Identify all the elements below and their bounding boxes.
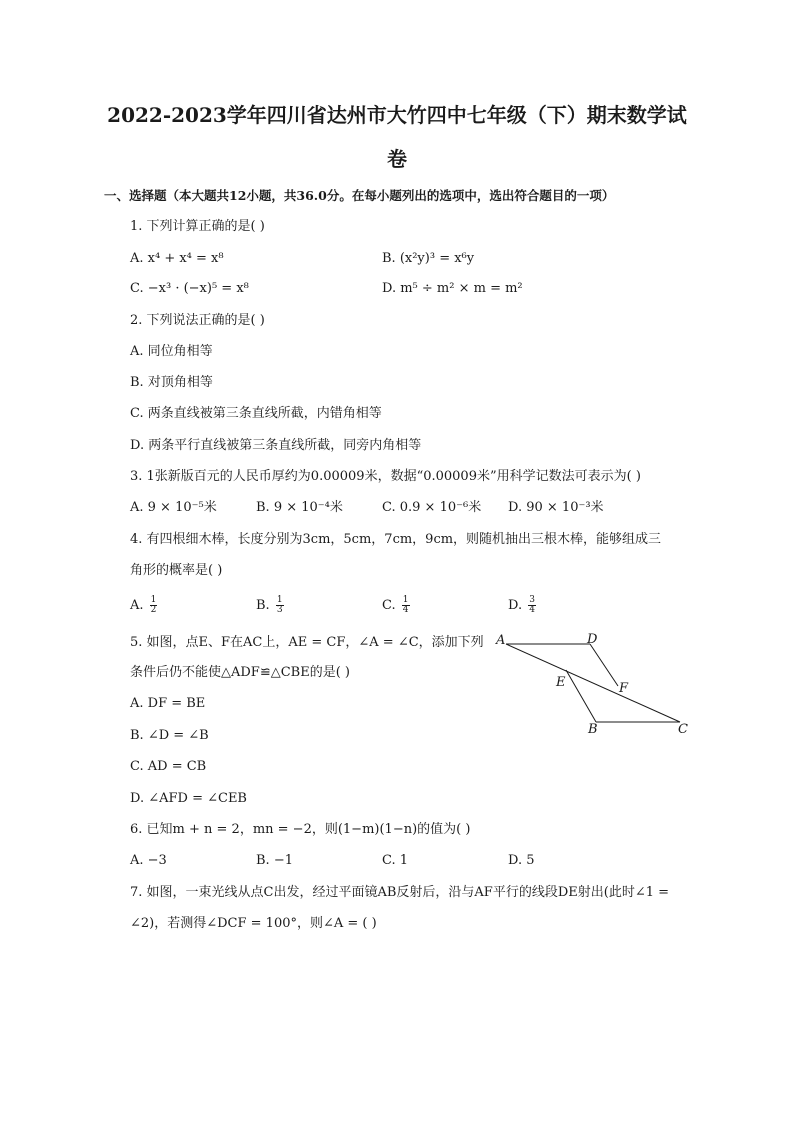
question-3-option-a[interactable]: A. 9 × 10⁻⁵米 xyxy=(130,500,217,515)
fraction xyxy=(276,596,284,615)
question-6-option-a[interactable]: A. −3 xyxy=(130,853,167,868)
question-4-option-d[interactable] xyxy=(508,596,536,615)
question-6-option-b[interactable]: B. −1 xyxy=(256,853,293,868)
option-label: B. xyxy=(256,598,270,613)
question-2-option-b[interactable]: B. 对顶角相等 xyxy=(130,375,213,390)
figure-label-f: F xyxy=(619,681,629,696)
question-1-stem: 1. 下列计算正确的是( ) xyxy=(130,219,265,234)
fraction xyxy=(150,596,158,615)
question-2-option-c[interactable]: C. 两条直线被第三条直线所截，内错角相等 xyxy=(130,406,382,421)
question-4-option-c[interactable] xyxy=(382,596,410,615)
fraction-denominator: 3 xyxy=(276,605,283,615)
fraction-numerator: 1 xyxy=(276,595,283,605)
question-3-option-c[interactable]: C. 0.9 × 10⁻⁶米 xyxy=(382,500,482,515)
question-1-option-c[interactable]: C. −x³ · (−x)⁵ = x⁸ xyxy=(130,281,249,296)
question-6-stem: 6. 已知m + n = 2，mn = −2，则(1−m)(1−n)的值为( ) xyxy=(130,822,471,837)
fraction-denominator: 2 xyxy=(150,605,157,615)
figure-label-e: E xyxy=(556,675,566,690)
fraction xyxy=(528,596,536,615)
fraction-denominator: 4 xyxy=(529,605,535,615)
segment-df xyxy=(590,644,618,686)
question-5-option-c[interactable]: C. AD = CB xyxy=(130,759,207,774)
fraction-numerator: 3 xyxy=(529,595,535,605)
question-7-stem-line1: 7. 如图，一束光线从点C出发，经过平面镜AB反射后，沿与AF平行的线段DE射出(此时∠1 = xyxy=(130,885,670,900)
question-4-option-b[interactable] xyxy=(256,596,284,615)
question-6-option-d[interactable]: D. 5 xyxy=(508,853,535,868)
question-1-option-a[interactable]: A. x⁴ + x⁴ = x⁸ xyxy=(130,251,224,266)
question-3-option-b[interactable]: B. 9 × 10⁻⁴米 xyxy=(256,500,343,515)
question-2-option-a[interactable]: A. 同位角相等 xyxy=(130,344,213,359)
question-1-option-b[interactable]: B. (x²y)³ = x⁶y xyxy=(382,251,475,266)
fraction-numerator: 1 xyxy=(402,595,409,605)
figure-label-c: C xyxy=(678,722,688,737)
question-5-option-a[interactable]: A. DF = BE xyxy=(130,696,206,711)
question-2-stem: 2. 下列说法正确的是( ) xyxy=(130,313,265,328)
figure-label-b: B xyxy=(588,722,598,737)
segment-ac xyxy=(506,644,680,722)
exam-title-line1: 2022-2023学年四川省达州市大竹四中七年级（下）期末数学试 xyxy=(107,103,687,127)
fraction-numerator: 1 xyxy=(150,595,157,605)
question-3-stem: 3. 1张新版百元的人民币厚约为0.00009米，数据“0.00009米”用科学记数法可表示为( ) xyxy=(130,469,641,484)
question-7-stem-line2: ∠2)，若测得∠DCF = 100°，则∠A = ( ) xyxy=(130,916,377,931)
fraction xyxy=(402,596,410,615)
question-5-stem-line2: 条件后仍不能使△ADF≌△CBE的是( ) xyxy=(130,665,350,680)
figure-label-a: A xyxy=(496,633,506,648)
parallelogram-figure xyxy=(494,628,704,740)
question-6-option-c[interactable]: C. 1 xyxy=(382,853,409,868)
section-heading: 一、选择题（本大题共12小题，共36.0分。在每小题列出的选项中，选出符合题目的一项） xyxy=(104,188,615,203)
question-1-option-d[interactable]: D. m⁵ ÷ m² × m = m² xyxy=(382,281,523,296)
question-3-option-d[interactable]: D. 90 × 10⁻³米 xyxy=(508,500,604,515)
question-4-option-a[interactable] xyxy=(130,596,157,615)
option-label: D. xyxy=(508,598,523,613)
question-5-option-b[interactable]: B. ∠D = ∠B xyxy=(130,728,209,743)
question-4-stem-line1: 4. 有四根细木棒，长度分别为3cm，5cm，7cm，9cm，则随机抽出三根木棒，能够组成三 xyxy=(130,532,662,547)
figure-label-d: D xyxy=(587,632,598,647)
exam-title-line2: 卷 xyxy=(387,147,407,171)
question-4-stem-line2: 角形的概率是( ) xyxy=(130,563,223,578)
option-label: A. xyxy=(130,598,144,613)
question-5-stem-line1: 5. 如图，点E、F在AC上，AE = CF，∠A = ∠C，添加下列 xyxy=(130,635,484,650)
question-5-option-d[interactable]: D. ∠AFD = ∠CEB xyxy=(130,791,247,806)
option-label: C. xyxy=(382,598,396,613)
fraction-denominator: 4 xyxy=(402,605,409,615)
question-2-option-d[interactable]: D. 两条平行直线被第三条直线所截，同旁内角相等 xyxy=(130,438,422,453)
